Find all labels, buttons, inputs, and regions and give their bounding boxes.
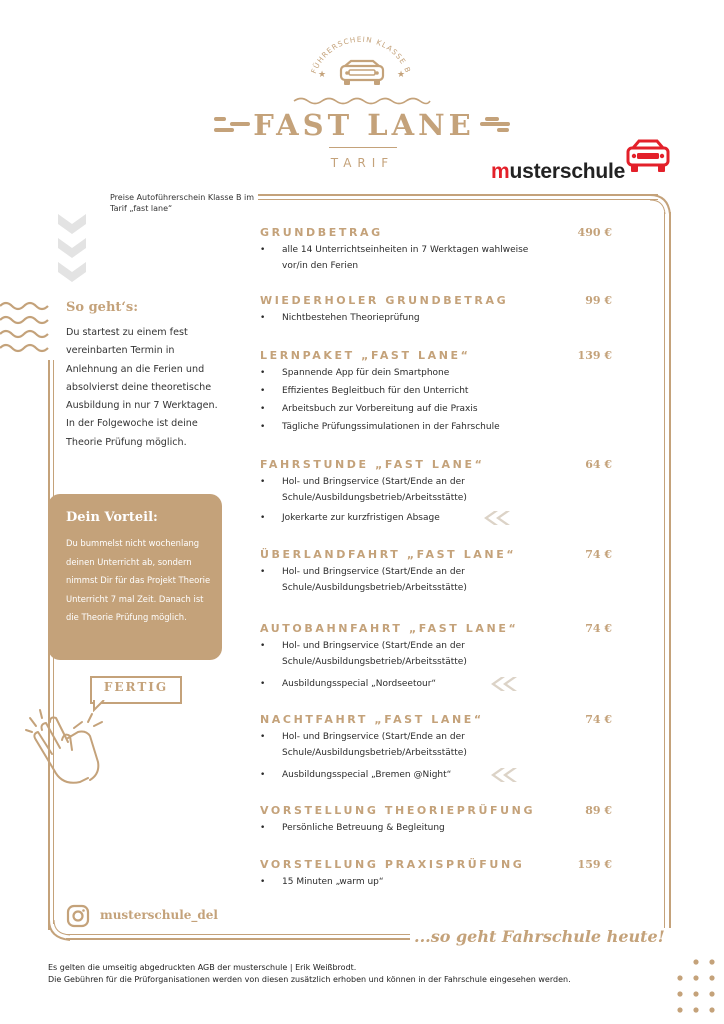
chevron-left-icon <box>480 510 514 526</box>
wave-ornament-icon <box>292 95 432 107</box>
section-price: 74 € <box>585 622 612 635</box>
price-item: • Ausbildungsspecial „Bremen @Night“ <box>282 767 542 783</box>
tarif-subtitle: TARIF <box>330 156 395 170</box>
intro-note: Preise Autoführerschein Klasse B im Tarif „fast lane“ <box>110 193 255 213</box>
done-badge-label: FERTIG <box>103 680 169 694</box>
title-dash-left-bottom <box>214 128 234 132</box>
price-item: • Arbeitsbuch zur Vorbereitung auf die Praxis <box>282 401 542 417</box>
frame-top-inner <box>258 199 658 200</box>
frame-top <box>258 194 658 196</box>
title-dash-left-long <box>230 122 250 126</box>
section-price: 490 € <box>577 226 612 239</box>
car-logo-icon <box>335 58 389 92</box>
section-price: 159 € <box>577 858 612 871</box>
section-title: VORSTELLUNG PRAXISPRÜFUNG <box>260 858 525 871</box>
price-item: • Hol- und Bringservice (Start/Ende an der Schule/Ausbildungsbetrieb/Arbeitsstätte) <box>282 564 542 596</box>
school-name <box>491 160 625 184</box>
section-title: LERNPAKET „FAST LANE“ <box>260 349 471 362</box>
instagram-icon[interactable] <box>66 904 90 928</box>
frame-bottom <box>66 938 410 940</box>
school-name-initial: m <box>491 160 510 183</box>
slogan: ...so geht Fahrschule heute! <box>414 927 665 946</box>
price-item: • Jokerkarte zur kurzfristigen Absage <box>282 510 542 526</box>
section-title: NACHTFAHRT „FAST LANE“ <box>260 713 484 726</box>
clapping-hands-icon <box>22 706 112 798</box>
footer-text <box>48 962 688 986</box>
footer-line-fees: Die Gebühren für die Prüforganisationen werden von diesen zusätzlich erhoben und können in der Fahrschule eingesehen werden. <box>48 975 571 984</box>
advantage-text: Du bummelst nicht wochenlang deinen Unterricht ab, sondern nimmst Dir für das Projekt Theorie Unterricht 7 mal Zeit. Danach ist die Theorie Prüfung möglich. <box>66 538 211 622</box>
section-price: 74 € <box>585 548 612 561</box>
footer-line-terms: Es gelten die umseitig abgedruckten AGB der musterschule | Erik Weißbrodt. <box>48 963 357 972</box>
section-price: 99 € <box>585 294 612 307</box>
frame-bottom-inner <box>66 934 410 935</box>
price-item: • Hol- und Bringservice (Start/Ende an der Schule/Ausbildungsbetrieb/Arbeitsstätte) <box>282 729 542 761</box>
section-title: WIEDERHOLER GRUNDBETRAG <box>260 294 509 307</box>
title-dash-left-short <box>214 117 226 121</box>
section-title: GRUNDBETRAG <box>260 226 383 239</box>
price-item: • 15 Minuten „warm up“ <box>282 874 542 890</box>
dot-grid-ornament <box>676 956 720 1022</box>
chevron-left-icon <box>487 767 521 783</box>
section-title: FAHRSTUNDE „FAST LANE“ <box>260 458 485 471</box>
chevron-left-icon <box>487 676 521 692</box>
advantage-title: Dein Vorteil: <box>66 510 158 525</box>
section-title: ÜBERLANDFAHRT „FAST LANE“ <box>260 548 517 561</box>
price-item: • alle 14 Unterrichtseinheiten in 7 Werktagen wahlweise vor/in den Ferien <box>282 242 542 274</box>
section-title: VORSTELLUNG THEORIEPRÜFUNG <box>260 804 536 817</box>
price-item: • Spannende App für dein Smartphone <box>282 365 542 381</box>
wave-lines-icon <box>0 300 50 360</box>
frame-right-inner <box>664 212 665 928</box>
chevron-down-icon <box>56 212 88 284</box>
section-price: 139 € <box>577 349 612 362</box>
how-it-works-title: So geht‘s: <box>66 300 139 315</box>
star-icon: ★ <box>397 70 406 80</box>
brand-title: FAST LANE <box>253 108 475 142</box>
price-item: • Hol- und Bringservice (Start/Ende an der Schule/Ausbildungsbetrieb/Arbeitsstätte) <box>282 638 542 670</box>
section-price: 64 € <box>585 458 612 471</box>
how-it-works-text: Du startest zu einem fest vereinbarten Termin in Anlehnung an die Ferien und absolvierst deine theoretische Ausbildung in nur 7 Werktagen. In der Folgewoche ist deine Theorie Prüfung möglich. <box>66 327 218 448</box>
title-dash-right-short <box>485 117 499 121</box>
arc-text-path: FÜHRERSCHEIN KLASSE B <box>309 34 413 75</box>
price-item: • Nichtbestehen Theorieprüfung <box>282 310 542 326</box>
school-name-rest: usterschule <box>509 160 626 183</box>
title-dash-right-long <box>480 122 510 126</box>
section-price: 89 € <box>585 804 612 817</box>
section-price: 74 € <box>585 713 612 726</box>
instagram-handle[interactable]: musterschule_del <box>100 908 218 922</box>
section-title: AUTOBAHNFAHRT „FAST LANE“ <box>260 622 519 635</box>
tarif-divider <box>329 147 397 148</box>
price-item: • Effizientes Begleitbuch für den Unterricht <box>282 383 542 399</box>
star-icon: ★ <box>318 70 327 80</box>
frame-right <box>669 212 671 928</box>
price-item: • Tägliche Prüfungssimulationen in der Fahrschule <box>282 419 542 435</box>
price-item: • Hol- und Bringservice (Start/Ende an der Schule/Ausbildungsbetrieb/Arbeitsstätte) <box>282 474 542 506</box>
title-dash-right-bottom <box>497 128 509 132</box>
price-item: • Ausbildungsspecial „Nordseetour“ <box>282 676 542 692</box>
price-item: • Persönliche Betreuung & Begleitung <box>282 820 542 836</box>
school-car-logo-icon <box>624 138 672 178</box>
